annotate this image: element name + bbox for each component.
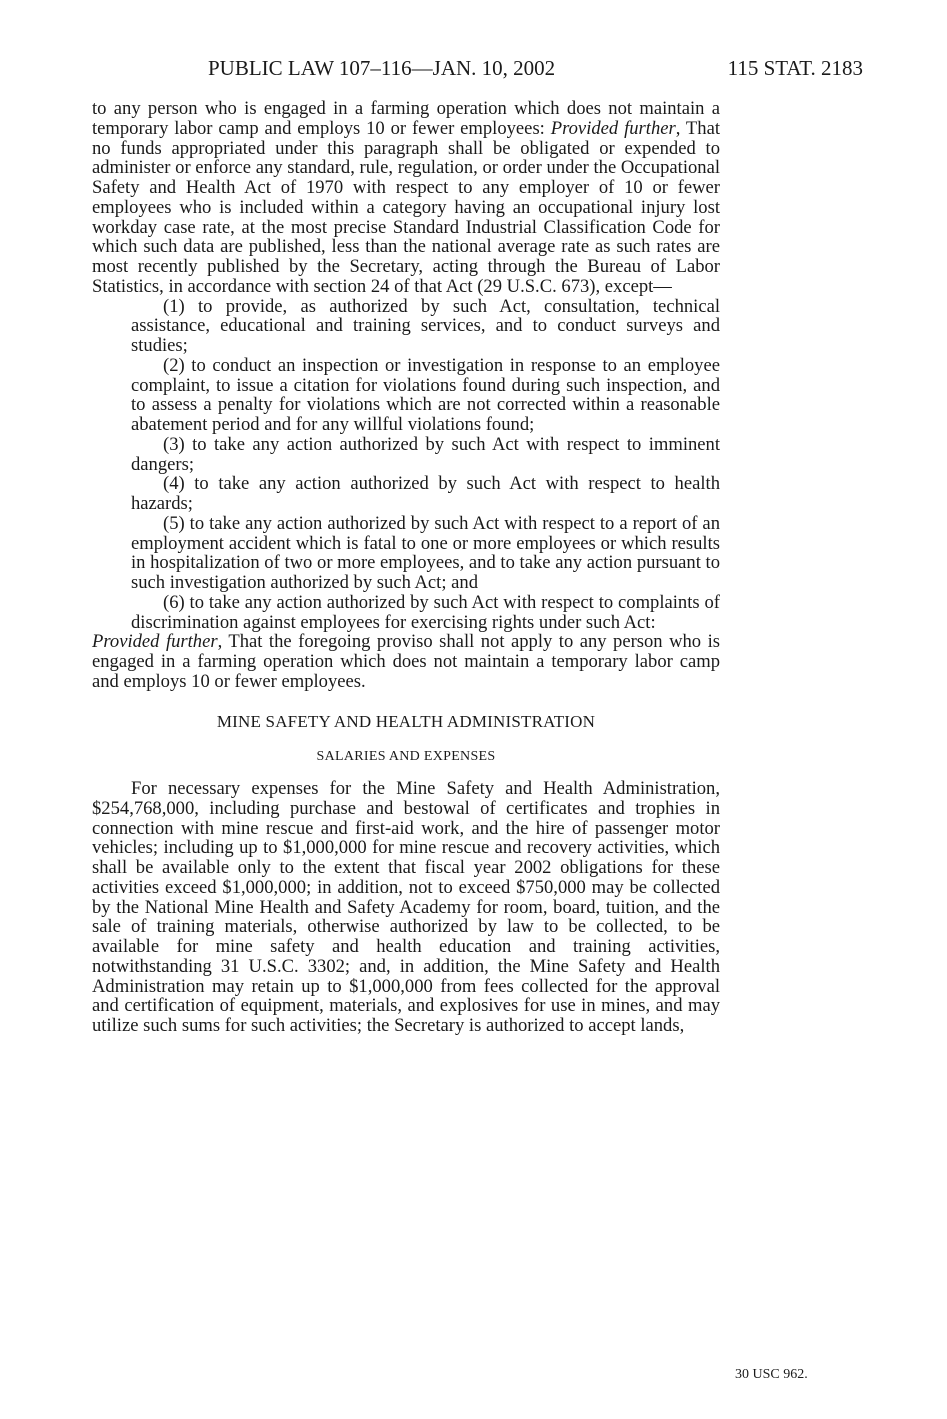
intro-rest: , That no funds appropriated under this paragraph shall be obligated or expended to administer or enforce any standard, rule, regulation, or order under the Occupational Safety and Health Act of 1970 with respect to any employer of 10 or fewer employees who is included within a category having an occupational injury lost workday case rate, at the most precise Standard Industrial Classification Code for which such data are published, less than the national average rate as such rates are most recently published by the Secretary, acting through the Bureau of Labor Statistics, in accordance with section 24 of that Act (29 U.S.C. 673), except— — [92, 117, 720, 297]
proviso-paragraph — [92, 632, 720, 691]
appropriation-paragraph: For necessary expenses for the Mine Safety and Health Administration, $254,768,000, including purchase and bestowal of certificates and trophies in connection with mine rescue and first-aid work, and the hire of passenger motor vehicles; including up to $1,000,000 for mine rescue and recovery activities, which shall be available only to the extent that fiscal year 2002 obligations for these activities exceed $1,000,000; in addition, not to exceed $750,000 may be collected by the National Mine Health and Safety Academy for room, board, tuition, and the sale of training materials, otherwise authorized by law to be collected, to be available for mine safety and health education and training activities, notwithstanding 31 U.S.C. 3302; and, in addition, the Mine Safety and Health Administration may retain up to $1,000,000 from fees collected for the approval and certification of equipment, materials, and explosives for use in mines, and may utilize such sums for such activities; the Secretary is authorized to accept lands, — [92, 778, 720, 1036]
subheading-salaries: SALARIES AND EXPENSES — [316, 749, 496, 765]
exception-item-3: (3) to take any action authorized by such Act with respect to imminent dangers; — [131, 433, 720, 475]
header-stat-page: 115 STAT. 2183 — [727, 56, 863, 80]
header-public-law: PUBLIC LAW 107–116—JAN. 10, 2002 — [208, 56, 556, 80]
exception-item-1: (1) to provide, as authorized by such Act, consultation, technical assistance, educational and training services, and to conduct surveys and studies; — [131, 295, 720, 356]
margin-note-usc: 30 USC 962. — [735, 1367, 808, 1382]
page-header — [208, 56, 863, 86]
body-text — [92, 99, 720, 1036]
intro-provided-further: Provided further — [550, 117, 676, 139]
proviso-rest: , That the foregoing proviso shall not apply to any person who is engaged in a farming operation which does not maintain a temporary labor camp and employs 10 or fewer employees. — [92, 631, 720, 692]
proviso-provided-further: Provided further — [92, 631, 218, 653]
exception-item-2: (2) to conduct an inspection or investigation in response to an employee complaint, to issue a citation for violations found during such inspection, and to assess a penalty for violations which are not corrected within a reasonable abatement period and for any willful violations found; — [131, 354, 720, 435]
exception-item-5: (5) to take any action authorized by such Act with respect to a report of an employment accident which is fatal to one or more employees or which results in hospitalization of two or more employees, and to take any action pursuant to such investigation authorized by such Act; and — [131, 512, 720, 593]
agency-heading: MINE SAFETY AND HEALTH ADMINISTRATION — [216, 711, 596, 731]
intro-start: to any person who is engaged in a farming operation which does not maintain a temporary labor camp and employs 10 or fewer employees: — [92, 98, 720, 139]
exception-item-4: (4) to take any action authorized by such Act with respect to health hazards; — [131, 473, 720, 514]
exception-item-6: (6) to take any action authorized by such Act with respect to complaints of discrimination against employees for exercising rights under such Act: — [131, 591, 720, 633]
intro-paragraph — [92, 99, 720, 297]
